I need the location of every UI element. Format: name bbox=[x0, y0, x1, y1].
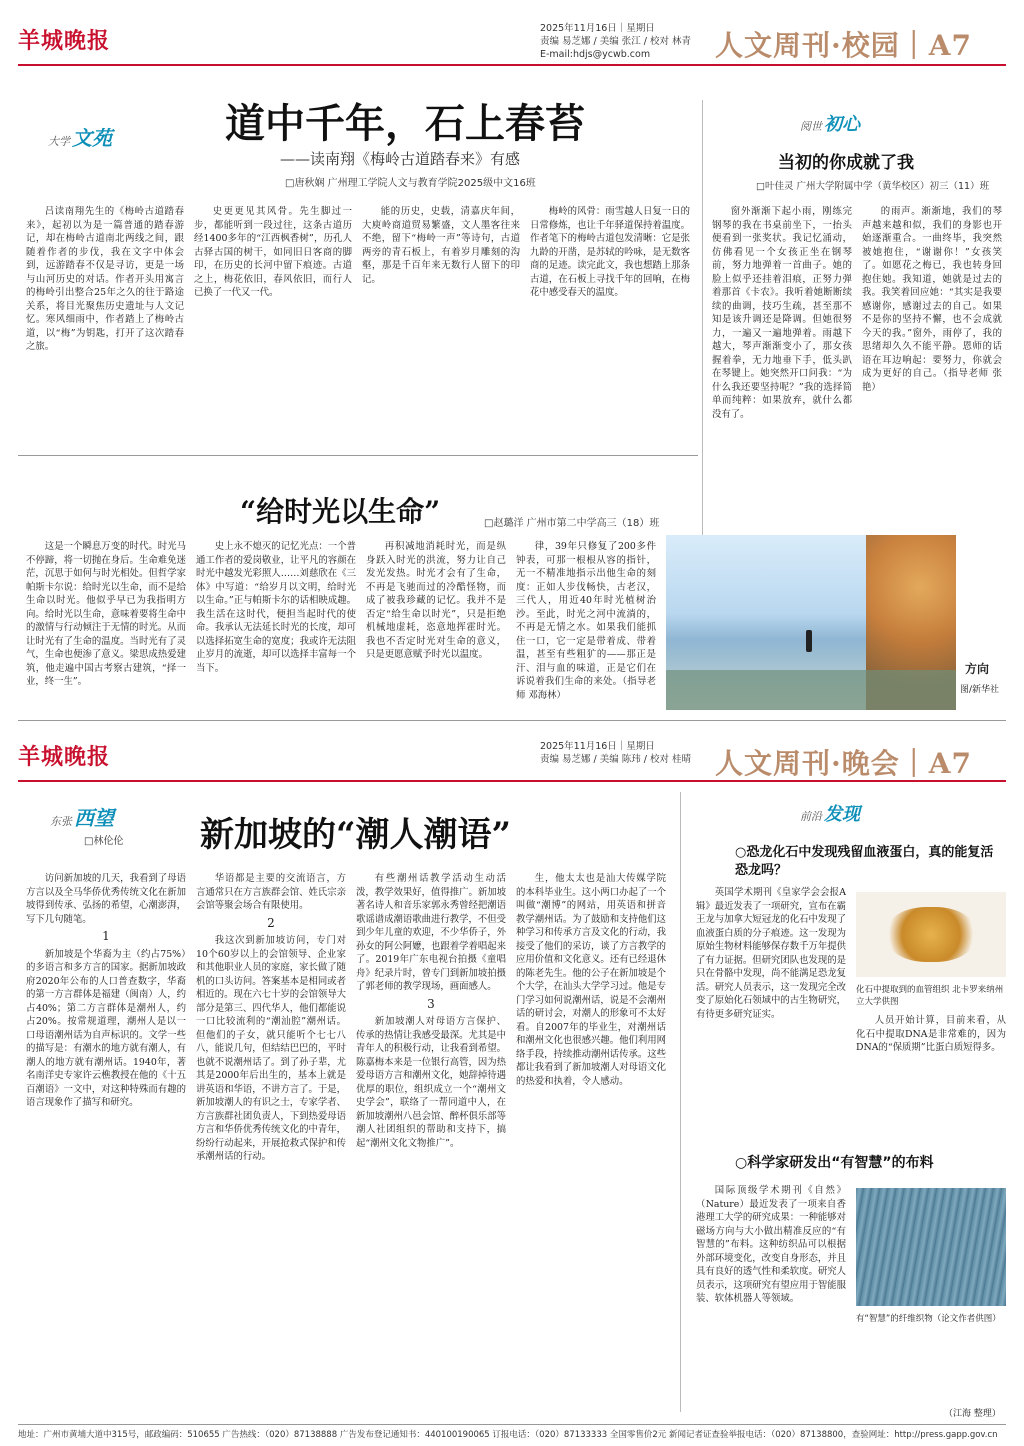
column-tag-prefix: 东张 bbox=[50, 815, 72, 828]
section-number: 3 bbox=[427, 996, 435, 1011]
article-column: 华语都是主要的交流语言，方言通常只在方言族群会馆、姓氏宗亲会馆等聚会场合有限使用。 2 我这次到新加坡访问，专门对10个60岁以上的会馆领导、企业家和其他职业人员的家庭，家长做了随机的口头访问。答案基本是相同或者相近的。现在六七十岁的会馆领导大部分是第三、四代华人，他们都能说一口比较流利的“潮汕腔”潮州话。但他们的子女，就只能听个七七八八，能说几句，但结结巴巴的，平时也就不说潮州话了。到了孙子辈，尤其是2000年后出生的，基本上就是讲英语和华语，不讲方言了。于是，新加坡潮人的有识之士，专家学者、方言族群社团负责人，下到热爱母语方言和华侨优秀传统文化的中青年，纷纷行动起来，开展抢救式保护和传承潮州话的行动。 bbox=[196, 873, 346, 1162]
header-rule bbox=[18, 64, 1006, 66]
side-column-tag-prefix: 阅世 bbox=[800, 120, 822, 133]
side-column: 人员开始计算，目前来看，从化石中提取DNA是非常难的，因为DNA的“保质期”比蛋白质短得多。 bbox=[856, 1015, 1006, 1053]
side-column: 国际顶级学术期刊《自然》（Nature）最近发表了一项来自香港理工大学的研究成果：一种能够对磁场方向与大小做出精准反应的“有智慧的”布料。这种纺织品可以根据外部环境变化，改变自身形态，并且具有良好的透气性和柔软度。研究人员表示，这项研究有望应用于智能服装、软体机器人等领域。 bbox=[696, 1185, 846, 1304]
issue-staff: 责编 易芝娜 / 美编 陈玮 / 校对 桂晴 bbox=[540, 754, 692, 765]
side-column: 的雨声。渐渐地，我们的琴声越来越和似，我们的身影也开始逐渐重合。一曲终毕，我突然被她抱住，“谢谢你！”女孩笑了。如愿花之梅已，我也转身回抱住她。我知道，她就是过去的我。我笑着回应她：“其实是我要感谢你，感谢过去的自己。如果不是你的坚持不懈，也不会成就今天的我。”窗外，雨停了，我的思绪却久久不能平静。恩师的话语在耳边响起：要努力，你就会成为更好的自己。（指导老师 张艳） bbox=[862, 206, 1002, 393]
photo-caption: 方向 bbox=[965, 662, 990, 676]
newspaper-logo: 羊城晚报 bbox=[18, 744, 111, 770]
side-byline: □叶佳灵 广州大学附属中学（黄华校区）初三（11）班 bbox=[756, 181, 990, 192]
footer-info: 地址：广州市黄埔大道中315号，邮政编码：510655 广告热线：（020）87138888 广告发布登记通知书：440100190065 订报电话：（020）87133333 全国零售价2元 新闻记者证查验举报电话：（020）87138800，查验网址：http://press.gapp.gov.cn bbox=[18, 1430, 998, 1440]
side-column-tag-prefix: 前沿 bbox=[800, 810, 822, 823]
article-column: 史更更见其风骨。先生脚过一步，都能听到一段过往，这条古道历经1400多年的“江西枫香树”，历孔人古驿古国的树干，如同旧日客商的脚印，在历史的长河中留下痕迹。古道之上，梅花依旧，春风依旧，而行人已换了一代又一代。 bbox=[194, 206, 352, 298]
article-column: 能的历史，史载，清嘉庆年间，大庾岭商道贸易繁盛，文人墨客往来不绝，留下“梅岭一声”等诗句，古道两旁的青石板上，有着岁月雕刻的沟壑，那是千百年来无数行人留下的印记。 bbox=[362, 206, 520, 285]
editor-note: （江海 整理） bbox=[944, 1409, 1001, 1419]
section-title: 人文周刊·校园｜A7 bbox=[715, 29, 972, 62]
article-column: 吕读南翔先生的《梅岭古道踏春来》，起初以为是一篇普通的踏春游记，却在梅岭古道南北两线之间，跟随着作者的步伐，我在文字中体会到，远游踏春不仅是寻访，更是一场与山河历史的对话。作者开头用寓言的梅岭引出整合25年之久的往于路途关系，将目光聚焦历史遗址与人文记忆。寒风细雨中，作者踏上了梅岭古道，以“梅”为钥匙，打开了这次踏春之旅。 bbox=[26, 206, 184, 352]
page-split-rule bbox=[18, 720, 1006, 721]
side-column-tag bbox=[800, 800, 860, 826]
side-headline-dinosaur: ○恐龙化石中发现残留血液蛋白，真的能复活恐龙吗？ bbox=[735, 845, 994, 878]
section-rule bbox=[18, 455, 698, 456]
author-byline: □林伦伦 bbox=[84, 836, 124, 847]
article-byline: □唐秋娴 广州理工学院人文与教育学院2025级中文16班 bbox=[285, 178, 536, 189]
column-tag bbox=[48, 122, 112, 151]
article2-column: 律，39年只修复了200多件钟表，可那一根根从容的指针，无一不精准地指示出他生命的刻度：正如人步伐畅快，古老汉，三代人，用近40年时光植树治沙。至此，时光之河中流淌的，不再是无情之水。如果我们能抓住一口，它一定是带着成、带着温，甚至有些粗犷的——那正是汗、泪与血的味道，正是它们在诉说着我们生命的来处。（指导老师 邓海林） bbox=[516, 541, 656, 701]
article2-headline: “给时光以生命” bbox=[240, 495, 441, 528]
column-tag-label: 文苑 bbox=[72, 126, 112, 150]
article-column: 生，他太太也是汕大传媒学院的本科毕业生。这小两口办起了一个叫做“潮博”的网站，用英语和拼音教学潮州话。为了鼓励和支持他们这种学习和传承方言及文化的行动，我接受了他们的采访，谈了方言教学的应用价值和文化意义。还有已经退休的陈老先生。他的公子在新加坡是个个大学，在汕头大学学习过。他是专门学习如何说潮州话，说是不会潮州话的研讨会，对潮人的形象可不太好看。自2007年的毕业生，对潮州话和潮州文化也很感兴趣。他们利用网络手段，持续推动潮州话传承。这些都让我看到了新加坡潮人对母语文化的热爱和执着，令人感动。 bbox=[516, 873, 666, 1087]
issue-date: 2025年11月16日｜星期日 bbox=[540, 23, 655, 34]
header-rule bbox=[18, 780, 1006, 782]
news-photo bbox=[666, 535, 956, 710]
side-column: 英国学术期刊《皇家学会会报A辑》最近发表了一项研究，宣布在霸王龙与加拿大短冠龙的化石中发现了血液蛋白质的分子痕迹。这一发现为原始生物材料能够保存数千万年提供了有力证据。但研究团队也发现的是只在骨骼中发现，尚不能满足恐龙复活。研究人员表示，这一发现完全改变了原始化石领域中的古生物研究，有待更多研究证实。 bbox=[696, 887, 846, 1020]
fabric-caption: 有“智慧”的纤维织物（论文作者供图） bbox=[856, 1314, 1001, 1324]
issue-date: 2025年11月16日｜星期日 bbox=[540, 741, 655, 752]
section-number: 2 bbox=[267, 915, 275, 930]
issue-meta bbox=[540, 22, 691, 61]
side-column-tag bbox=[800, 110, 860, 136]
column-divider bbox=[680, 792, 681, 1412]
fossil-photo bbox=[856, 892, 1006, 977]
article-headline: 新加坡的“潮人潮语” bbox=[200, 815, 512, 855]
column-tag-label: 西望 bbox=[74, 806, 114, 830]
section-number: 1 bbox=[102, 929, 110, 943]
top-page bbox=[0, 0, 1024, 720]
footer-rule bbox=[18, 1424, 1006, 1425]
article-subhead: ——读南翔《梅岭古道踏春来》有感 bbox=[280, 150, 521, 168]
article2-column: 史上永不熄灭的记忆光点：一个普通工作者的爱岗敬业，让平凡的容颜在时光中越发光彩照人……刘慈欣在《三体》中写道：“给岁月以文明，给时光以生命。”正与帕斯卡尔的话相映成趣。我生活在这时代，便担当起时代的使命。我承认无法延长时光的长度，却可以选择拓宽生命的宽度；我或许无法阻止岁月的流逝，却可以选择丰富每一个当下。 bbox=[196, 541, 356, 674]
photo-credit: 图/新华社 bbox=[960, 685, 1000, 695]
runner-figure bbox=[806, 630, 812, 652]
issue-staff: 责编 易芝娜 / 美编 张江 / 校对 林青 bbox=[540, 36, 692, 47]
bottom-page bbox=[0, 722, 1024, 1422]
fabric-photo bbox=[856, 1188, 1006, 1306]
column-tag-prefix: 大学 bbox=[48, 135, 70, 148]
fossil-tissue-shape bbox=[886, 907, 976, 962]
issue-meta bbox=[540, 740, 691, 766]
article2-column: 再积减地消耗时光，而是纵身跃入时光的洪流，努力让自己发光发热。时光才会有了生命，不再是飞驰而过的冷酷怪物，而成了被我珍藏的记忆。我并不是否定“给生命以时光”，只是拒绝机械地虚耗，恣意地挥霍时光。我也不否定时光对生命的意义，只是更愿意赋予时光以温度。 bbox=[366, 541, 506, 660]
issue-email: E-mail:hdjs@ycwb.com bbox=[540, 49, 651, 60]
side-headline-fabric: ○科学家研发出“有智慧”的布料 bbox=[735, 1155, 934, 1171]
article-column: 梅岭的风骨：雨雪越人日复一日的日常修炼，也让千年驿道保持着温度。作者笔下的梅岭古道包发清晰：它是张九龄的开凿，是苏轼的吟咏，是无数客商的足迹。读完此文，我也想踏上那条古道，在石板上寻找千年的回响，在梅花中感受春天的温度。 bbox=[530, 206, 690, 298]
article-column: 访问新加坡的几天，我看到了母语方言以及全马华侨优秀传统文化在新加坡得到传承、弘扬的希望，心潮澎湃，写下几句随笔。 1 新加坡是个华裔为主（约占75%）的多语言和多方言的国家。据新加坡政府2020年公布的人口普查数字，华裔的第一方言群体是福建（闽南）人，约占40%；第二方言群体是潮州人，约占20%。按常规道理，潮州人是以一口母语潮州话为自声标识的。文学一些的描写是：有潮水的地方就有潮人，有潮人的地方就有潮州话。1940年，著名南洋史专家许云樵教授在他的《十五百潮语》一文中，对这种特殊而有趣的语言现象作了描写和研究。 bbox=[26, 873, 186, 1108]
side-column-tag-label: 发现 bbox=[824, 804, 860, 825]
column-tag bbox=[50, 802, 114, 831]
side-headline: 当初的你成就了我 bbox=[778, 153, 914, 173]
side-column: 窗外渐渐下起小雨，刚练完钢琴的我在书桌前坐下，一抬头便看到一张奖状。我记忆涌动，仿佛看见一个女孩正坐在钢琴前，努力地弹着一首曲子。她的脸上似乎还挂着泪痕，正努力弹着那首《卡农》。我听着她断断续续的曲调，技巧生疏，甚至那不知是该升调还是降调。但她很努力，一遍又一遍地弹着。雨越下越大，琴声渐渐变小了，那女孩握着拳，无力地垂下手，低头趴在琴键上。她突然开口问我：“为什么我还要坚持呢？”我的选择简单而纯粹：如果放弃，就什么都没有了。 bbox=[712, 206, 852, 420]
column-divider bbox=[702, 100, 703, 540]
section-title: 人文周刊·晚会｜A7 bbox=[715, 747, 972, 780]
article2-byline: □赵璐洋 广州市第二中学高三（18）班 bbox=[484, 518, 660, 529]
ground-shape bbox=[666, 670, 956, 710]
side-column-tag-label: 初心 bbox=[824, 114, 860, 135]
article2-column: 这是一个瞬息万变的时代。时光马不停蹄，将一切抛在身后。生命难免迷茫，沉思于如何与时光相处。但哲学家帕斯卡尔说：给时光以生命，而不是给生命以时光。他似乎早已为我指明方向。给时光以生命，意味着要将生命中的激情与行动倾注于无情的时光。从而让时光有了生命的温度。当时光有了灵气，生命也便渗了意义。梁思成热爱建筑，他走遍中国古考察古建筑，“择一业，终一生”。 bbox=[26, 541, 186, 687]
article-column: 有些潮州话教学活动生动活泼，教学效果好，值得推广。新加坡著名诗人和音乐家郭永秀曾经把潮语歌谣谱成潮语歌曲进行教学，不但受到少年儿童的欢迎，不少华侨子，外孙女的阿公阿嬷，也跟着学着唱起来了。2019年广东电视台拍摄《童唱舟》纪录片时，曾专门到新加坡拍摄了郭老师的教学现场，画面感人。 3 新加坡潮人对母语方言保护、传承的热情让我感受最深。尤其是中青年人的积极行动，让我看到希望。陈嘉梅本来是一位银行高管，因为热爱母语方言和潮州文化，她辞掉待遇优厚的职位，组织成立一个“潮州文史学会”，联络了一帮同道中人，在新加坡潮州八邑会馆、醉杯俱乐部等潮人社团组织的帮助和支持下，搞起“潮州文化文物推广”。 bbox=[356, 873, 506, 1149]
article-headline: 道中千年，石上春苔 bbox=[225, 100, 585, 147]
fossil-caption: 化石中提取到的血管组织 北卡罗来纳州立大学供图 bbox=[856, 985, 1004, 1007]
newspaper-logo: 羊城晚报 bbox=[18, 28, 111, 54]
